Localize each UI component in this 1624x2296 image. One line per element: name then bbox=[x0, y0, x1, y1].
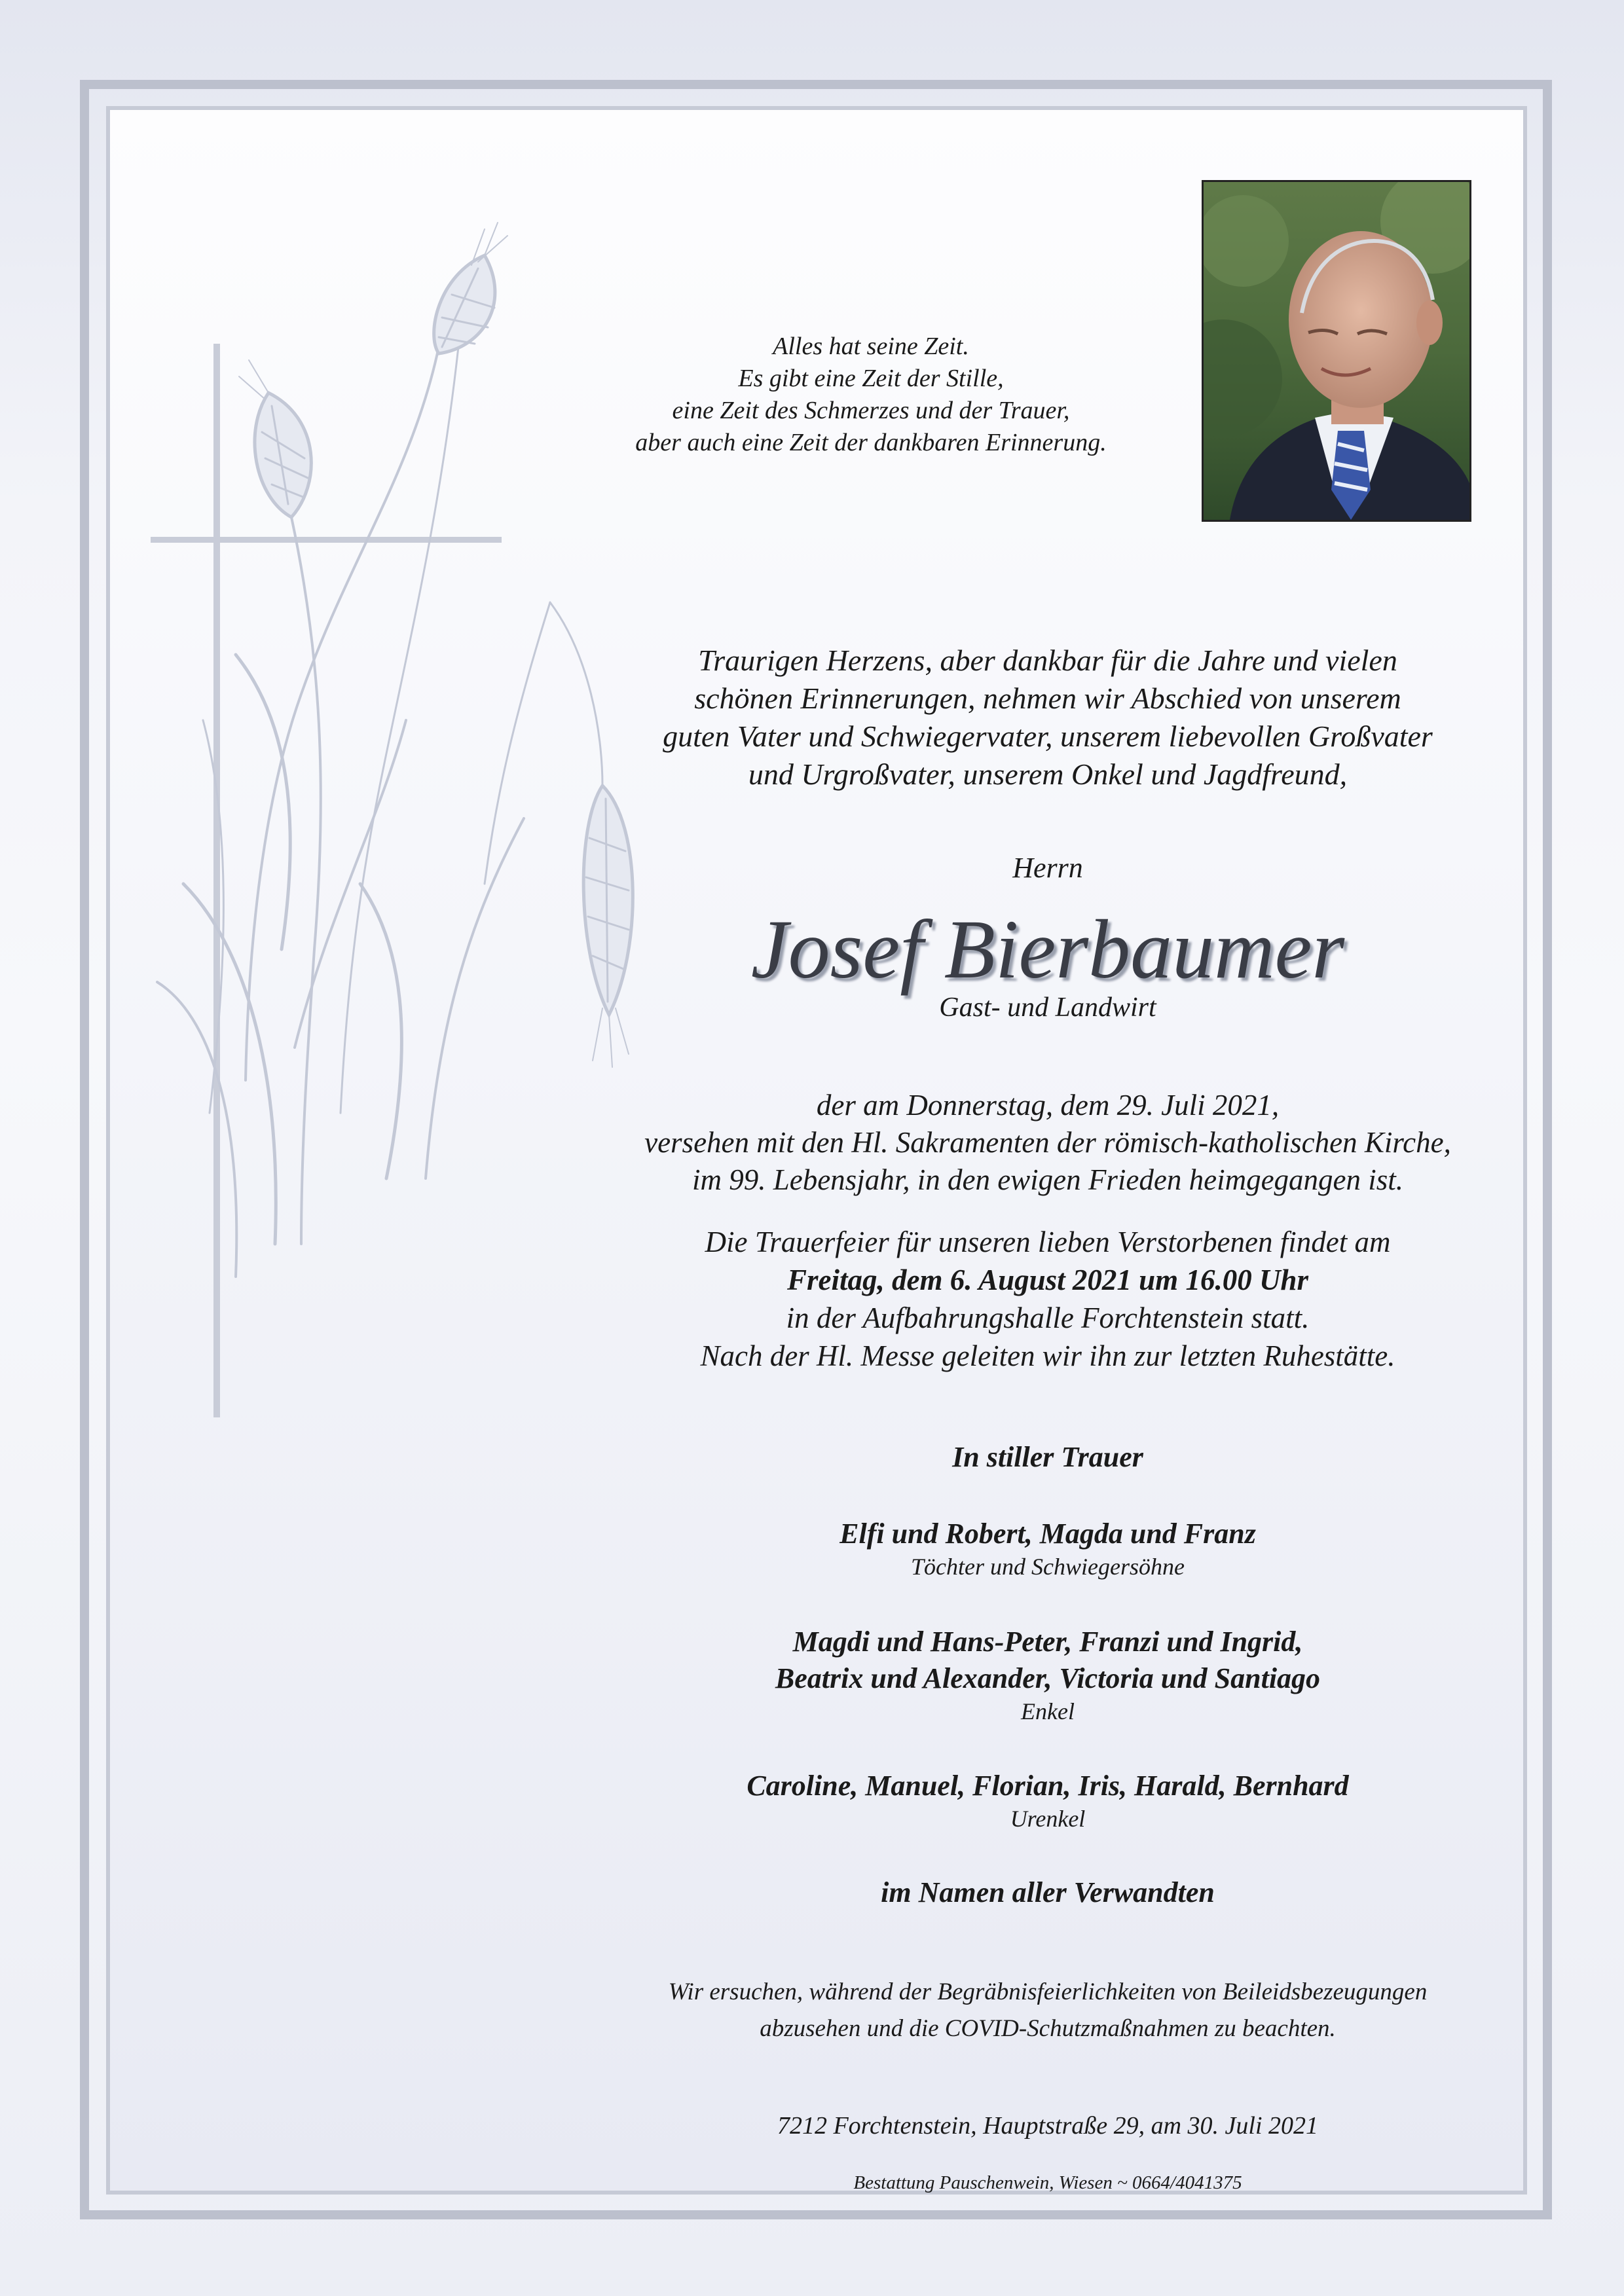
quote-line: Es gibt eine Zeit der Stille, bbox=[738, 365, 1004, 392]
mourner-group bbox=[589, 1624, 1506, 1726]
funeral-date-time: Freitag, dem 6. August 2021 um 16.00 Uhr bbox=[787, 1264, 1308, 1296]
death-notice bbox=[563, 1087, 1532, 1199]
covid-notice-line: abzusehen und die COVID-Schutzmaßnahmen zu beachten. bbox=[760, 2015, 1336, 2042]
death-notice-line: der am Donnerstag, dem 29. Juli 2021, bbox=[816, 1089, 1280, 1121]
covid-notice-line: Wir ersuchen, während der Begräbnisfeierlichkeiten von Beileidsbezeugungen bbox=[668, 1978, 1428, 2005]
intro-line: und Urgroßvater, unserem Onkel und Jagdfreund, bbox=[748, 757, 1348, 791]
intro-line: schönen Erinnerungen, nehmen wir Abschied von unserem bbox=[694, 682, 1401, 715]
salutation: Herrn bbox=[1012, 852, 1083, 884]
funeral-line: Nach der Hl. Messe geleiten wir ihn zur letzten Ruhestätte. bbox=[700, 1339, 1395, 1372]
undertaker-info: Bestattung Pauschenwein, Wiesen ~ 0664/4041375 bbox=[853, 2172, 1242, 2193]
mourner-group bbox=[589, 1516, 1506, 1581]
quote bbox=[576, 331, 1166, 459]
deceased-name: Josef Bierbaumer bbox=[750, 903, 1345, 996]
mourner-names: Caroline, Manuel, Florian, Iris, Harald, Bernhard bbox=[747, 1770, 1349, 1802]
mourner-group bbox=[589, 1768, 1506, 1833]
intro-line: Traurigen Herzens, aber dankbar für die Jahre und vielen bbox=[698, 644, 1397, 677]
death-notice-line: versehen mit den Hl. Sakramenten der römisch-katholischen Kirche, bbox=[644, 1126, 1451, 1159]
death-notice-line: im 99. Lebensjahr, in den ewigen Frieden heimgegangen ist. bbox=[692, 1163, 1404, 1196]
mourner-role: Enkel bbox=[1021, 1698, 1075, 1724]
relatives-line: im Namen aller Verwandten bbox=[881, 1876, 1215, 1908]
portrait-image bbox=[1204, 182, 1469, 520]
deceased-occupation: Gast- und Landwirt bbox=[939, 993, 1156, 1023]
mourner-role: Töchter und Schwiegersöhne bbox=[911, 1554, 1185, 1580]
quote-line: aber auch eine Zeit der dankbaren Erinnerung. bbox=[635, 429, 1107, 456]
portrait-photo bbox=[1202, 180, 1471, 522]
mourner-names: Elfi und Robert, Magda und Franz bbox=[840, 1518, 1256, 1550]
funeral-line: Die Trauerfeier für unseren lieben Verstorbenen findet am bbox=[705, 1226, 1391, 1258]
funeral-location: in der Aufbahrungshalle Forchtenstein statt. bbox=[786, 1302, 1310, 1334]
mourners-title: In stiller Trauer bbox=[952, 1441, 1143, 1473]
covid-notice bbox=[563, 1974, 1532, 2047]
funeral-info bbox=[563, 1223, 1532, 1375]
quote-line: eine Zeit des Schmerzes und der Trauer, bbox=[672, 397, 1070, 424]
address-date: 7212 Forchtenstein, Hauptstraße 29, am 30. Juli 2021 bbox=[777, 2112, 1319, 2140]
mourner-names: Beatrix und Alexander, Victoria und Santiago bbox=[775, 1662, 1321, 1694]
intro-line: guten Vater und Schwiegervater, unserem liebevollen Großvater bbox=[663, 720, 1433, 753]
mourner-role: Urenkel bbox=[1010, 1806, 1086, 1832]
quote-line: Alles hat seine Zeit. bbox=[773, 333, 969, 360]
mourner-names: Magdi und Hans-Peter, Franzi und Ingrid, bbox=[792, 1626, 1303, 1658]
intro-text bbox=[563, 642, 1532, 793]
